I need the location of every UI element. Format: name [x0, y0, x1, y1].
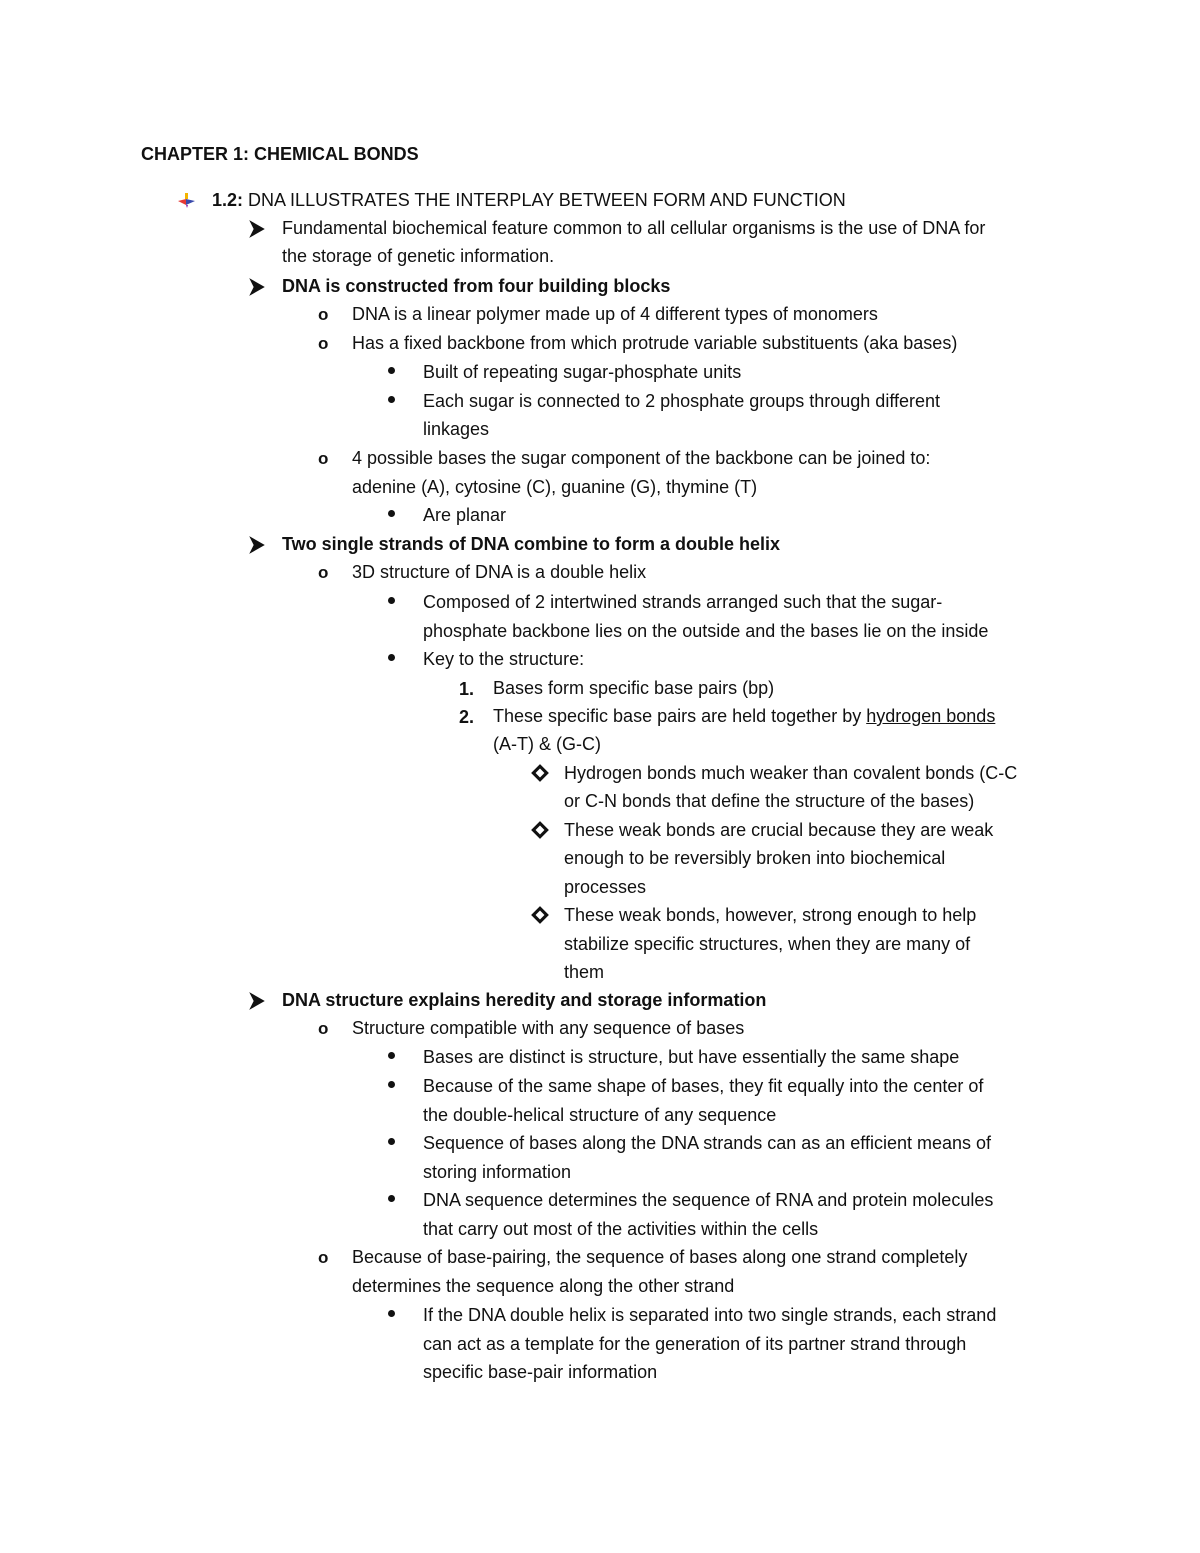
list-item-heading: Two single strands of DNA combine to form a double helix — [282, 534, 781, 554]
list-item-text: the storage of genetic information. — [282, 246, 555, 266]
list-item-text: These weak bonds, however, strong enough to help — [564, 905, 977, 925]
dot-bullet-icon — [388, 1310, 395, 1317]
list-item-text: Hydrogen bonds much weaker than covalent bonds (C-C — [564, 763, 1018, 783]
list-item-text: Each sugar is connected to 2 phosphate groups through different — [423, 391, 941, 411]
arrowhead-bullet-icon — [247, 535, 267, 555]
list-item-text: (A-T) & (G-C) — [493, 734, 601, 754]
list-item-text: Built of repeating sugar-phosphate units — [423, 362, 742, 382]
arrowhead-bullet-icon — [247, 991, 267, 1011]
dot-bullet-icon — [388, 367, 395, 374]
list-item-text: determines the sequence along the other strand — [352, 1276, 735, 1296]
circle-bullet: o — [318, 1248, 329, 1267]
list-item-text: 3D structure of DNA is a double helix — [352, 562, 647, 582]
chapter-title: CHAPTER 1: CHEMICAL BONDS — [141, 144, 419, 164]
circle-bullet: o — [318, 449, 329, 468]
underlined-term: hydrogen bonds — [866, 706, 996, 726]
dot-bullet-icon — [388, 510, 395, 517]
diamond-bullet-icon — [530, 820, 550, 840]
section-number: 1.2: — [212, 190, 244, 210]
dot-bullet-icon — [388, 597, 395, 604]
list-item-text: Structure compatible with any sequence of bases — [352, 1018, 745, 1038]
list-item-text: Has a fixed backbone from which protrude variable substituents (aka bases) — [352, 333, 958, 353]
circle-bullet: o — [318, 1019, 329, 1038]
list-number: 2. — [459, 707, 475, 727]
list-item-text-part: These specific base pairs are held together by — [493, 706, 867, 726]
dot-bullet-icon — [388, 1195, 395, 1202]
diamond-bullet-icon — [530, 905, 550, 925]
dot-bullet-icon — [388, 396, 395, 403]
colored-arrow-bullet-icon — [176, 190, 196, 210]
list-item-text: them — [564, 962, 605, 982]
list-item-text: Composed of 2 intertwined strands arranged such that the sugar- — [423, 592, 943, 612]
list-item-text: Bases are distinct is structure, but have essentially the same shape — [423, 1047, 960, 1067]
list-item-text: specific base-pair information — [423, 1362, 658, 1382]
list-item-text: DNA sequence determines the sequence of RNA and protein molecules — [423, 1190, 994, 1210]
dot-bullet-icon — [388, 1138, 395, 1145]
list-item-text: Fundamental biochemical feature common to all cellular organisms is the use of DNA for — [282, 218, 986, 238]
list-item-text: Because of base-pairing, the sequence of bases along one strand completely — [352, 1247, 968, 1267]
section-title: DNA ILLUSTRATES THE INTERPLAY BETWEEN FORM AND FUNCTION — [248, 190, 846, 210]
dot-bullet-icon — [388, 1081, 395, 1088]
list-item-text — [493, 702, 995, 730]
list-item-text: If the DNA double helix is separated into two single strands, each strand — [423, 1305, 997, 1325]
list-item-text: These weak bonds are crucial because they are weak — [564, 820, 994, 840]
list-item-text: or C-N bonds that define the structure of the bases) — [564, 791, 975, 811]
list-item-text: stabilize specific structures, when they are many of — [564, 934, 971, 954]
list-item-heading: DNA structure explains heredity and storage information — [282, 990, 767, 1010]
list-item-text: storing information — [423, 1162, 572, 1182]
section-heading — [212, 186, 846, 214]
arrowhead-bullet-icon — [247, 277, 267, 297]
list-item-text: DNA is a linear polymer made up of 4 different types of monomers — [352, 304, 878, 324]
diamond-bullet-icon — [530, 763, 550, 783]
dot-bullet-icon — [388, 654, 395, 661]
list-item-text: Are planar — [423, 505, 507, 525]
list-item-text: 4 possible bases the sugar component of the backbone can be joined to: — [352, 448, 931, 468]
list-item-text: Bases form specific base pairs (bp) — [493, 678, 775, 698]
list-item-heading: DNA is constructed from four building blocks — [282, 276, 671, 296]
list-item-text: processes — [564, 877, 647, 897]
list-item-text: the double-helical structure of any sequence — [423, 1105, 777, 1125]
arrowhead-bullet-icon — [247, 219, 267, 239]
list-item-text: adenine (A), cytosine (C), guanine (G), thymine (T) — [352, 477, 758, 497]
list-item-text: can act as a template for the generation of its partner strand through — [423, 1334, 967, 1354]
list-item-text: Sequence of bases along the DNA strands can as an efficient means of — [423, 1133, 992, 1153]
circle-bullet: o — [318, 334, 329, 353]
list-item-text: Because of the same shape of bases, they fit equally into the center of — [423, 1076, 984, 1096]
circle-bullet: o — [318, 563, 329, 582]
list-item-text: phosphate backbone lies on the outside and the bases lie on the inside — [423, 621, 989, 641]
list-item-text: Key to the structure: — [423, 649, 585, 669]
dot-bullet-icon — [388, 1052, 395, 1059]
list-item-text: that carry out most of the activities within the cells — [423, 1219, 819, 1239]
list-item-text: linkages — [423, 419, 490, 439]
circle-bullet: o — [318, 305, 329, 324]
list-number: 1. — [459, 679, 475, 699]
list-item-text: enough to be reversibly broken into biochemical — [564, 848, 946, 868]
